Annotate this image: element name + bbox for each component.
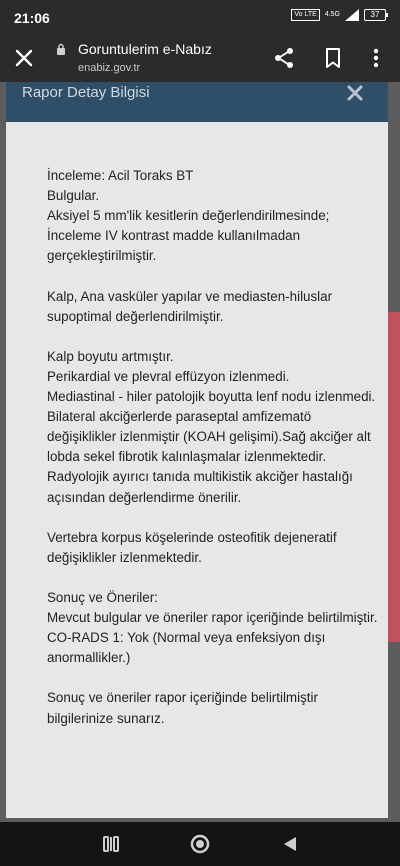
report-line: Kalp, Ana vasküler yapılar ve mediasten-hiluslar [47, 288, 333, 304]
report-line: Sonuç ve öneriler rapor içeriğinde belirtilmiştir [47, 690, 318, 706]
browser-toolbar [0, 36, 400, 82]
status-bar [0, 0, 400, 36]
report-line: bilgilerinize sunarız. [47, 710, 165, 726]
report-line: Sonuç ve Öneriler: [47, 589, 158, 605]
status-icons [291, 9, 386, 21]
home-icon[interactable] [188, 832, 212, 856]
report-line: supoptimal değerlendirilmiştir. [47, 308, 224, 324]
report-line: İnceleme: Acil Toraks BT [47, 168, 194, 183]
report-line: Perikardial ve plevral effüzyon izlenmedi. [47, 368, 290, 384]
close-icon [346, 84, 364, 102]
report-line: İnceleme IV kontrast madde kullanılmadan [47, 228, 301, 244]
page-accent-strip [388, 312, 400, 642]
report-line: değişiklikler izlenmektedir. [47, 549, 202, 565]
network-type: 4.5G [324, 11, 340, 18]
volte-badge: Vo LTE [291, 9, 319, 21]
report-line: CO-RADS 1: Yok (Normal veya enfeksiyon dışı [47, 630, 326, 646]
report-line: anormallikler.) [47, 650, 131, 666]
paragraph-gap [47, 668, 388, 688]
report-line: açısından değerlendirme önerilir. [47, 489, 242, 505]
report-line: Radyolojik ayırıcı tanıda multikistik akciğer hastalığı [47, 469, 353, 485]
report-line: Aksiyel 5 mm'lik kesitlerin değerlendirilmesinde; [47, 208, 330, 224]
page-title: Goruntulerim e-Nabız [78, 41, 212, 57]
report-line: değişiklikler izlenmiştir (KOAH gelişimi).Sağ akciğer alt [47, 429, 371, 445]
status-time: 21:06 [14, 10, 50, 26]
report-text [47, 166, 388, 729]
share-icon[interactable] [272, 46, 296, 70]
lock-icon [56, 43, 66, 55]
paragraph-gap [47, 568, 388, 588]
paragraph-gap [47, 508, 388, 528]
modal-close-button[interactable] [340, 82, 370, 104]
page-url: enabiz.gov.tr [78, 62, 141, 74]
modal-header [6, 82, 388, 122]
report-line: Mediastinal - hiler patolojik boyutta lenf nodu izlenmedi. [47, 389, 376, 405]
report-line: Bilateral akciğerlerde paraseptal amfizematö [47, 409, 312, 425]
battery-icon: 37 [364, 9, 386, 21]
signal-icon [345, 9, 359, 21]
paragraph-gap [47, 266, 388, 286]
report-detail-modal [6, 82, 388, 818]
navigation-bar [0, 822, 400, 866]
recents-icon[interactable] [99, 832, 123, 856]
report-line: Mevcut bulgular ve öneriler rapor içeriğinde belirtilmiştir. [47, 610, 378, 626]
more-vert-icon[interactable] [368, 46, 384, 70]
modal-title: Rapor Detay Bilgisi [22, 84, 150, 101]
report-line: Vertebra korpus köşelerinde osteofitik dejeneratif [47, 529, 337, 545]
report-line: lobda sekel fibrotik kalınlaşmalar izlenmektedir. [47, 449, 327, 465]
paragraph-gap [47, 327, 388, 347]
back-icon[interactable] [278, 832, 302, 856]
report-line: Bulgular. [47, 188, 100, 204]
bookmark-icon[interactable] [321, 46, 345, 70]
close-icon[interactable] [12, 46, 36, 70]
report-line: Kalp boyutu artmıştır. [47, 348, 174, 364]
report-line: gerçekleştirilmiştir. [47, 248, 157, 264]
